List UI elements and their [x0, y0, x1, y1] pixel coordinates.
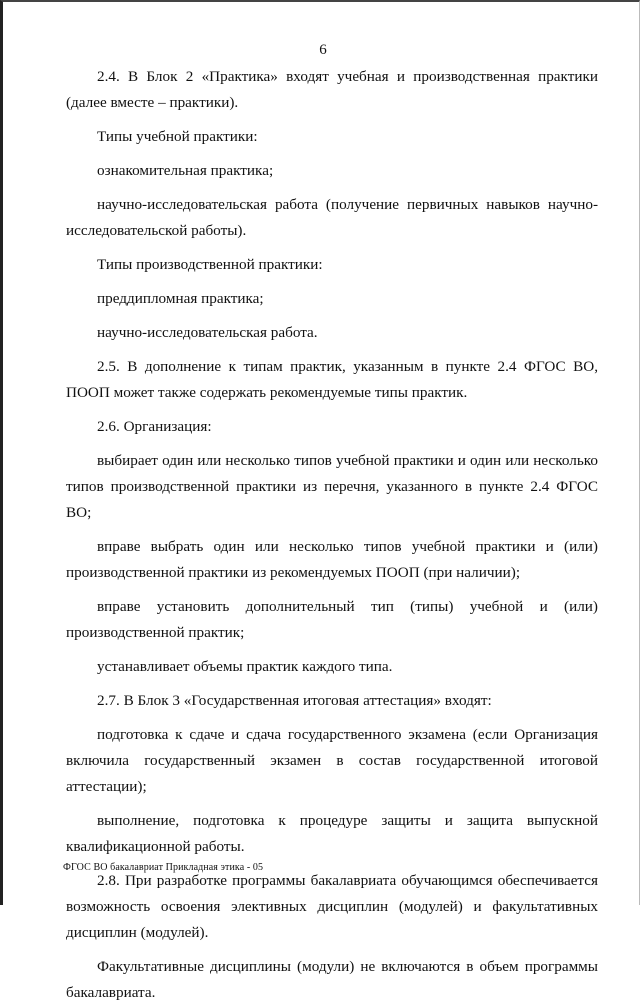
paragraph-optional-disciplines: Факультативные дисциплины (модули) не включаются в объем программы бакалавриата. [66, 958, 598, 1001]
list-item-may-set-additional: вправе установить дополнительный тип (типы) учебной и (или) производственной практик; [66, 598, 598, 641]
paragraph-educational-practice-types: Типы учебной практики: [97, 128, 258, 145]
footer-note: ФГОС ВО бакалавриат Прикладная этика - 05 [63, 862, 264, 873]
list-item-state-exam: подготовка к сдаче и сдача государственного экзамена (если Организация включила государственный экзамен в состав государственной итоговой аттестации); [66, 726, 598, 795]
paragraph-2-7: 2.7. В Блок 3 «Государственная итоговая аттестация» входят: [97, 692, 492, 709]
paragraph-2-4: 2.4. В Блок 2 «Практика» входят учебная и производственная практики (далее вместе – практики). [66, 68, 598, 111]
list-item-research-work: научно-исследовательская работа. [97, 324, 318, 341]
list-item-prediploma-practice: преддипломная практика; [97, 290, 264, 307]
paragraph-2-6: 2.6. Организация: [97, 418, 212, 435]
list-item-may-select-recommended: вправе выбрать один или несколько типов учебной практики и (или) производственной практики из рекомендуемых ПООП (при наличии); [66, 538, 598, 581]
paragraph-2-8: 2.8. При разработке программы бакалавриата обучающимся обеспечивается возможность освоения элективных дисциплин (модулей) и факультативных дисциплин (модулей). [66, 872, 598, 941]
list-item-research-work-primary: научно-исследовательская работа (получение первичных навыков научно-исследовательской работы). [66, 196, 598, 239]
paragraph-production-practice-types: Типы производственной практики: [97, 256, 323, 273]
list-item-final-qualifying-work: выполнение, подготовка к процедуре защиты и защита выпускной квалификационной работы. [66, 812, 598, 855]
page-number: 6 [319, 42, 327, 58]
paragraph-2-5: 2.5. В дополнение к типам практик, указанным в пункте 2.4 ФГОС ВО, ПООП может также содержать рекомендуемые типы практик. [66, 358, 598, 401]
list-item-introductory-practice: ознакомительная практика; [97, 162, 274, 179]
list-item-selects-types: выбирает один или несколько типов учебной практики и один или несколько типов производственной практики из перечня, указанного в пункте 2.4 ФГОС ВО; [66, 452, 598, 521]
list-item-sets-volumes: устанавливает объемы практик каждого типа. [97, 658, 393, 675]
